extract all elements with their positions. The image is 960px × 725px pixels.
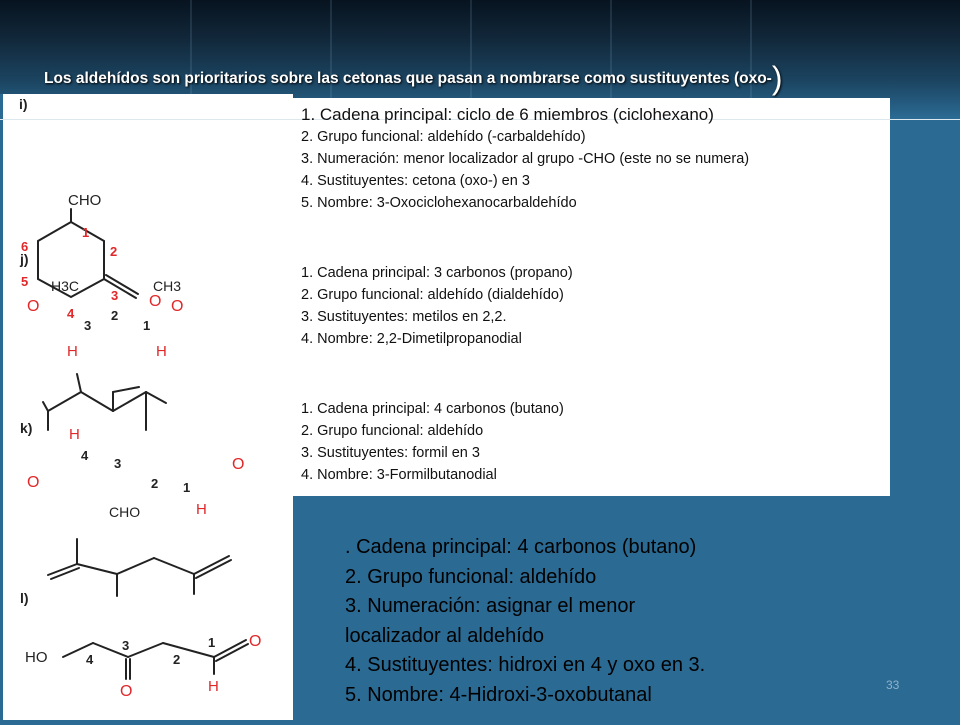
label-i: i) (19, 96, 28, 112)
atom-h: H (208, 678, 219, 695)
locant: 1 (208, 635, 216, 650)
step-text: 5. Nombre: 4-Hidroxi-3-oxobutanal (345, 683, 652, 706)
step-text: 3. Numeración: menor localizador al grupo -CHO (este no se numera) (301, 151, 750, 167)
locant: 4 (86, 652, 94, 667)
locant: 1 (82, 225, 90, 240)
locant: 2 (173, 652, 181, 667)
steps-k (301, 398, 564, 486)
structures-panel (3, 94, 293, 720)
step-text: 3. Sustituyentes: metilos en 2,2. (301, 309, 507, 325)
step-text: 4. Nombre: 2,2-Dimetilpropanodial (301, 331, 522, 347)
steps-l (345, 533, 705, 710)
locant: 2 (151, 476, 159, 491)
locant: 2 (111, 308, 119, 323)
left-edge (0, 94, 3, 720)
step-text: 2. Grupo funcional: aldehído (345, 565, 597, 588)
steps-i (301, 104, 749, 214)
page-number: 33 (886, 678, 900, 692)
atom-o: O (120, 683, 133, 700)
step-text: . Cadena principal: 4 carbonos (butano) (345, 536, 697, 558)
slide-title: Los aldehídos son prioritarios sobre las cetonas que pasan a nombrarse como sustituyentes (oxo-) (44, 60, 783, 96)
locant: 3 (84, 318, 92, 333)
atom-cho: CHO (68, 192, 102, 209)
step-text: 1. Cadena principal: 4 carbonos (butano) (301, 401, 564, 417)
atom-h: H (196, 501, 207, 518)
step-text: 2. Grupo funcional: aldehído (-carbaldehído) (301, 129, 586, 145)
locant: 3 (111, 288, 119, 303)
atom-o: O (149, 293, 162, 310)
step-text: 4. Nombre: 3-Formilbutanodial (301, 467, 497, 483)
atom-h: H (69, 426, 80, 443)
locant: 2 (110, 244, 118, 259)
atom-o: O (232, 456, 245, 473)
locant: 5 (21, 274, 29, 289)
locant: 1 (143, 318, 151, 333)
label-j: j) (20, 251, 29, 267)
locant: 1 (183, 480, 191, 495)
step-text: 2. Grupo funcional: aldehído (301, 423, 484, 439)
atom-ho: HO (25, 649, 48, 666)
steps-j (301, 262, 573, 350)
step-text: localizador al aldehído (345, 624, 545, 647)
locant: 4 (67, 306, 75, 321)
locant: 6 (21, 239, 29, 254)
atom-o: O (249, 633, 262, 650)
step-text: 5. Nombre: 3-Oxociclohexanocarbaldehído (301, 195, 577, 211)
locant: 4 (81, 448, 89, 463)
atom-h: H (67, 343, 78, 360)
step-text: 3. Numeración: asignar el menor (345, 595, 636, 617)
locant: 3 (122, 638, 130, 653)
step-text: 4. Sustituyentes: hidroxi en 4 y oxo en 3. (345, 654, 706, 676)
step-text: 4. Sustituyentes: cetona (oxo-) en 3 (301, 173, 530, 189)
step-text: 1. Cadena principal: 3 carbonos (propano) (301, 265, 573, 281)
label-l: l) (20, 590, 29, 606)
atom-o: O (171, 298, 184, 315)
atom-o: O (27, 298, 40, 315)
atom-h3c: H3C (51, 278, 80, 294)
structures-svg (3, 94, 293, 720)
step-text: 2. Grupo funcional: aldehído (dialdehído) (301, 287, 564, 303)
atom-cho: CHO (109, 504, 141, 520)
step-text: 3. Sustituyentes: formil en 3 (301, 445, 480, 461)
label-k: k) (20, 420, 33, 436)
atom-ch3: CH3 (153, 278, 182, 294)
atom-o: O (27, 474, 40, 491)
atom-h: H (156, 343, 167, 360)
locant: 3 (114, 456, 122, 471)
step-text: 1. Cadena principal: ciclo de 6 miembros (ciclohexano) (301, 105, 714, 124)
